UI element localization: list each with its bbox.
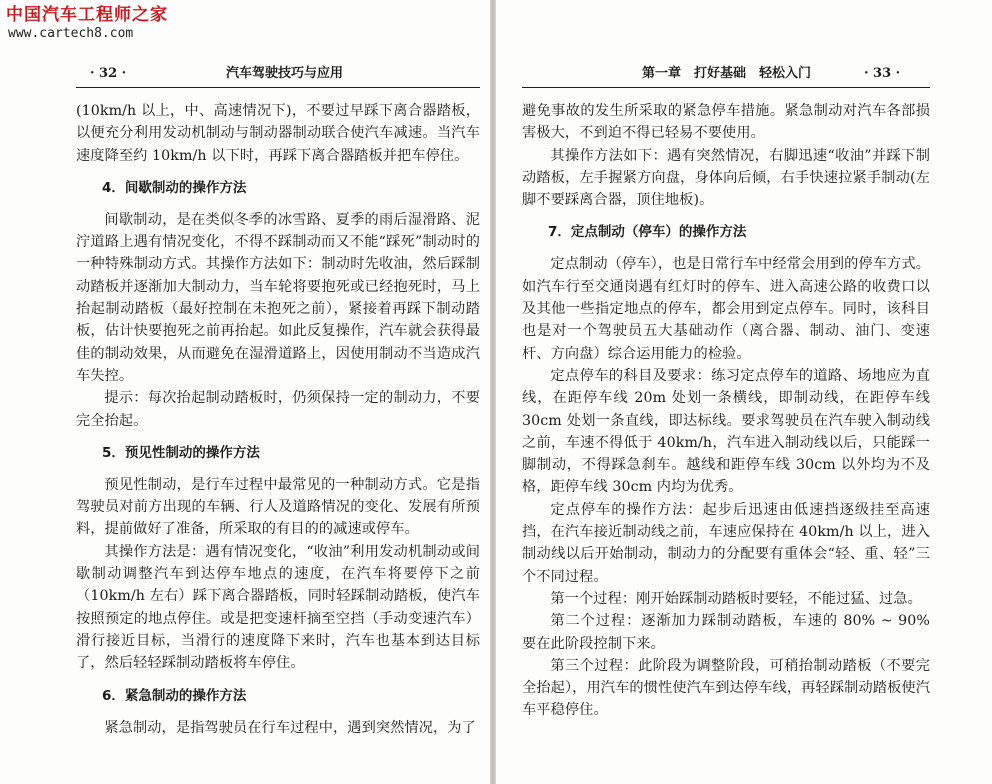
paragraph: 间歇制动，是在类似冬季的冰雪路、夏季的雨后湿滑路、泥泞道路上遇有情况变化，不得不踩制动而又不能“踩死”制动时的一种特殊制动方式。其操作方法如下：制动时先收油，然后踩制动踏板并逐渐加大制动力，当车轮将要抱死或已经抱死时，马上抬起制动踏板（最好控制在未抱死之前），紧接着再踩下制动踏板，估计快要抱死之前再抬起。如此反复操作，汽车就会获得最佳的制动效果，从而避免在湿滑道路上，因使用制动不当造成汽车失控。 xyxy=(76,211,480,384)
paragraph: 第一个过程：刚开始踩制动踏板时要轻，不能过猛、过急。 xyxy=(550,590,922,607)
paragraph: (10km/h 以上，中、高速情况下)，不要过早踩下离合器踏板，以便充分利用发动机制动与制动器制动联合使汽车减速。当汽车速度降至约 10km/h 以下时，再踩下离合器踏板并把车停住。 xyxy=(76,103,480,164)
watermark-title: 中国汽车工程师之家 xyxy=(6,5,168,25)
section-heading: 4．间歇制动的操作方法 xyxy=(102,179,247,196)
section-heading: 5．预见性制动的操作方法 xyxy=(102,444,260,461)
left-header-rule xyxy=(76,87,480,88)
right-header-rule xyxy=(522,87,930,88)
right-page-body xyxy=(522,100,930,722)
left-page-number: · 32 · xyxy=(90,66,127,81)
left-page-body xyxy=(76,100,480,739)
paragraph: 其操作方法如下：遇有突然情况，右脚迅速“收油”并踩下制动踏板，左手握紧方向盘，身体向后倾，右手快速拉紧手制动(左脚不要踩离合器，顶住地板)。 xyxy=(522,147,930,209)
paragraph: 定点停车的科目及要求：练习定点停车的道路、场地应为直线，在距停车线 20m 处划一条横线，即制动线，在距停车线 30cm 处划一条直线，即达标线。要求驾驶员在汽车驶入制动线之前，车速不得低于 40km/h，汽车进入制动线以后，只能踩一脚制动，不得踩急刹车。越线和距停车线 30cm 以外均为不及格，距停车线 30cm 内均为优秀。 xyxy=(522,367,930,496)
section-heading: 6．紧急制动的操作方法 xyxy=(102,687,247,704)
right-running-head xyxy=(496,64,992,84)
paragraph: 提示：每次抬起制动踏板时，仍须保持一定的制动力，不要完全抬起。 xyxy=(76,390,480,429)
watermark xyxy=(6,4,168,42)
left-running-head xyxy=(0,64,490,84)
paragraph: 第三个过程：此阶段为调整阶段，可稍抬制动踏板（不要完全抬起），用汽车的惯性使汽车到达停车线，再轻踩制动踏板使汽车平稳停住。 xyxy=(522,657,930,719)
paragraph: 定点制动（停车），也是日常行车中经常会用到的停车方式。如汽车行至交通岗遇有红灯时的停车、进入高速公路的收费口以及其他一些指定地点的停车，都会用到定点停车。同时，该科目也是对一个驾驶员五大基础动作（离合器、制动、油门、变速杆、方向盘）综合运用能力的检验。 xyxy=(522,256,930,362)
right-page-number: · 33 · xyxy=(864,66,901,81)
right-chapter-heading: 第一章 打好基础 轻松入门 xyxy=(642,66,812,81)
left-page xyxy=(0,0,490,784)
paragraph: 避免事故的发生所采取的紧急停车措施。紧急制动对汽车各部损害极大，不到迫不得已轻易不要使用。 xyxy=(522,103,930,142)
paragraph: 第二个过程：逐渐加力踩制动踏板，车速的 80% ~ 90% 要在此阶段控制下来。 xyxy=(522,613,930,652)
paragraph: 定点停车的操作方法：起步后迅速由低速挡逐级挂至高速挡，在汽车接近制动线之前，车速应保持在 40km/h 以上，进入制动线以后开始制动，制动力的分配要有重体会“轻、重、轻”三个不同过程。 xyxy=(522,501,930,585)
paragraph: 其操作方法是：遇有情况变化，“收油”利用发动机制动或间歇制动调整汽车到达停车地点的速度，在汽车将要停下之前（10km/h 左右）踩下离合器踏板，同时轻踩制动踏板，使汽车按照预定的地点停住。或是把变速杆摘至空挡（手动变速汽车）滑行接近目标，当滑行的速度降下来时，汽车也基本到达目标了，然后轻轻踩制动踏板将车停住。 xyxy=(76,543,480,672)
paragraph: 预见性制动，是行车过程中最常见的一种制动方式。它是指驾驶员对前方出现的车辆、行人及道路情况的变化、发展有所预料，提前做好了准备，所采取的有目的的减速或停车。 xyxy=(76,476,480,538)
left-book-title: 汽车驾驶技巧与应用 xyxy=(226,66,344,81)
paragraph: 紧急制动，是指驾驶员在行车过程中，遇到突然情况，为了 xyxy=(104,719,476,736)
right-page xyxy=(496,0,992,784)
section-heading: 7．定点制动（停车）的操作方法 xyxy=(548,224,747,241)
watermark-url: www.cartech8.com xyxy=(8,26,134,41)
